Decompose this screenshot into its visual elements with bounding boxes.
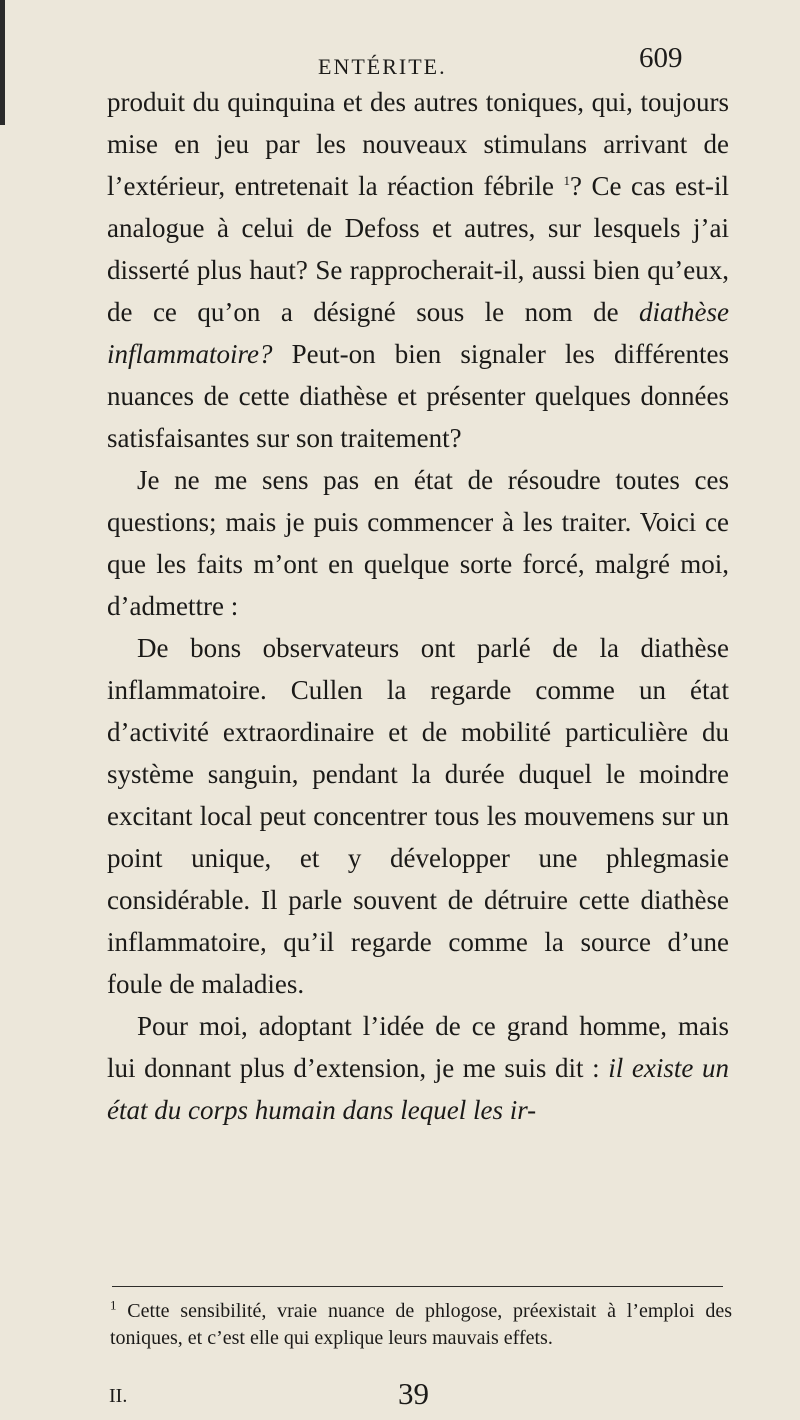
footnote: [110, 1298, 732, 1352]
paragraph-1-text-middle: ? Ce cas est-il analogue à celui de Defoss et autres, sur lesquels j’ai disserté plus haut? Se rapprocherait-il, aussi bien qu’eux, de ce qu’on a désigné sous le nom de: [107, 171, 729, 327]
sheet-number: 39: [398, 1376, 429, 1411]
paragraph-1-text-start: produit du quinquina et des autres toniques, qui, toujours mise en jeu par les nouveaux stimulans arrivant de l’extérieur, entretenait la réaction fébrile: [107, 87, 729, 201]
paragraph-1-text-end: Peut-on bien signaler les différentes nuances de cette diathèse et présenter quelques données satisfaisantes sur son traitement?: [107, 339, 729, 453]
footnote-divider: [112, 1286, 723, 1287]
binding-edge-line: [0, 0, 5, 125]
paragraph-1-italic-phrase: diathèse inflammatoire?: [107, 297, 729, 369]
paragraph-4-italic-text: il existe un état du corps humain dans lequel les ir-: [107, 1053, 730, 1125]
paragraph-4: [107, 1005, 729, 1131]
paragraph-1: [107, 81, 729, 459]
main-text: [107, 81, 729, 1131]
paragraph-3: De bons observateurs ont parlé de la diathèse inflammatoire. Cullen la regarde comme un état d’activité extraordinaire et de mobilité particulière du système sanguin, pendant la durée duquel le moindre excitant local peut concentrer tous les mouvemens sur un point unique, et y développer une phlegmasie considérable. Il parle souvent de détruire cette diathèse inflammatoire, qu’il regarde comme la source d’une foule de maladies.: [107, 633, 729, 999]
paragraph-2: Je ne me sens pas en état de résoudre toutes ces questions; mais je puis commencer à les traiter. Voici ce que les faits m’ont en quelque sorte forcé, malgré moi, d’admettre :: [107, 465, 729, 621]
page-number: 609: [639, 42, 683, 74]
footnote-reference: 1: [563, 173, 570, 188]
paragraph-4-text: Pour moi, adoptant l’idée de ce grand homme, mais lui donnant plus d’extension, je me suis dit :: [107, 1011, 729, 1083]
signature-mark: II.: [109, 1385, 128, 1407]
footnote-text: Cette sensibilité, vraie nuance de phlogose, préexistait à l’emploi des toniques, et c’est elle qui explique leurs mauvais effets.: [110, 1300, 732, 1349]
footnote-number: 1: [110, 1297, 117, 1313]
running-title: ENTÉRITE.: [318, 54, 447, 79]
